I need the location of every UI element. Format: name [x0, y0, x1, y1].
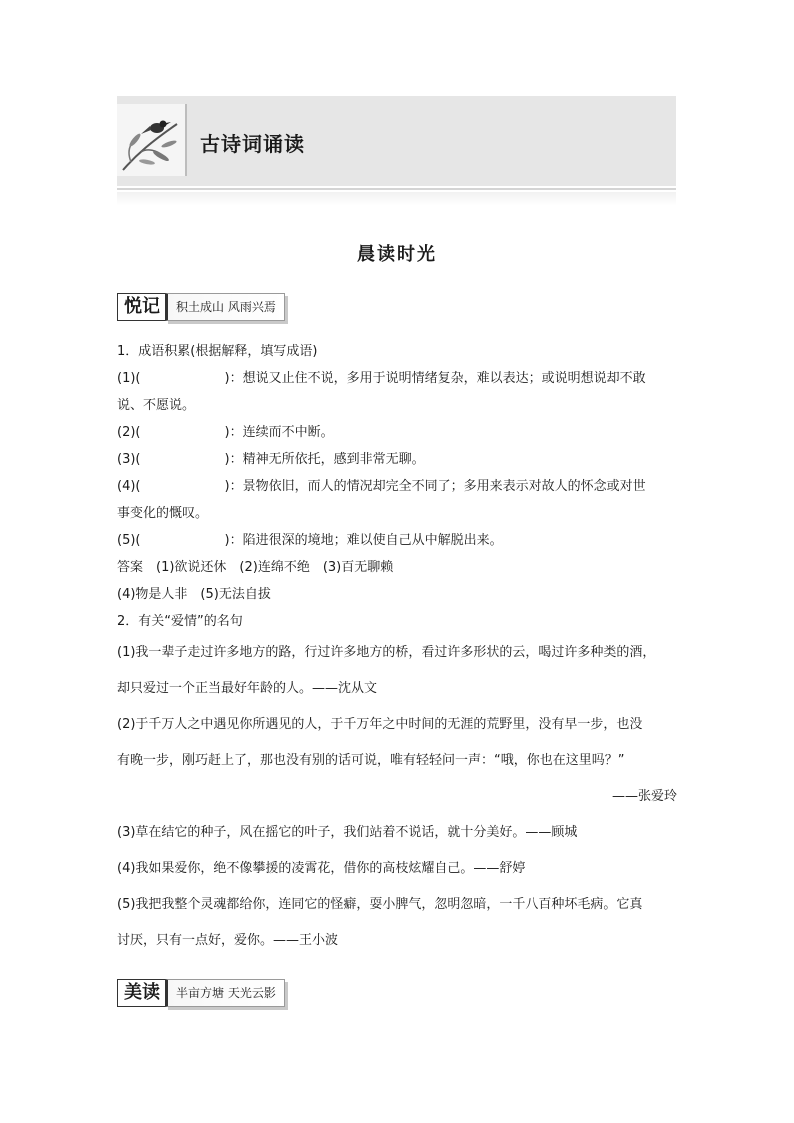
tag-meidu-sub: 半亩方塘 天光云影 [165, 979, 285, 1007]
q1-answer-line-1: 答案 (1)欲说还休 (2)连绵不绝 (3)百无聊赖 [117, 560, 394, 575]
quote-2-author: ——张爱玲 [611, 789, 677, 804]
q1-item-5-num: (5)( [117, 533, 141, 548]
q1-heading: 1．成语积累(根据解释，填写成语) [117, 344, 318, 359]
quote-3: (3)草在结它的种子，风在摇它的叶子，我们站着不说话，就十分美好。——顾城 [117, 825, 578, 840]
tag-yueji [117, 292, 285, 322]
tag-yueji-main: 悦记 [117, 293, 165, 321]
section-title: 晨读时光 [357, 244, 437, 265]
q1-item-5 [117, 527, 677, 554]
banner-title: 古诗词诵读 [200, 132, 305, 156]
quote-5-line-2: 讨厌，只有一点好，爱你。——王小波 [117, 933, 339, 948]
quote-4: (4)我如果爱你，绝不像攀援的凌霄花，借你的高枝炫耀自己。——舒婷 [117, 861, 526, 876]
q1-item-2-text: )：连续而不中断。 [224, 425, 334, 440]
banner-divider [117, 188, 676, 190]
bird-on-branch-icon [117, 104, 185, 176]
q1-item-4-num: (4)( [117, 479, 141, 494]
q2-heading: 2．有关“爱情”的名句 [117, 614, 243, 629]
quote-2-line-1: (2)于千万人之中遇见你所遇见的人，于千万年之中时间的无涯的荒野里，没有早一步，也没 [117, 717, 643, 732]
tag-meidu-main: 美读 [117, 979, 165, 1007]
q1-item-1-num: (1)( [117, 371, 141, 386]
tag-yueji-sub: 积土成山 风雨兴焉 [165, 293, 285, 321]
quote-1-line-1: (1)我一辈子走过许多地方的路，行过许多地方的桥，看过许多形状的云，喝过许多种类的酒， [117, 645, 656, 660]
q1-item-3 [117, 446, 677, 473]
q1-item-1 [117, 365, 677, 392]
banner-logo [117, 104, 187, 176]
tag-meidu [117, 978, 285, 1008]
q1-item-4 [117, 473, 677, 500]
q1-item-5-text: )：陷进很深的境地；难以使自己从中解脱出来。 [224, 533, 503, 548]
q1-item-3-num: (3)( [117, 452, 141, 467]
q1-item-2 [117, 419, 677, 446]
q1-item-1-cont: 说、不愿说。 [117, 398, 196, 413]
q1-item-3-text: )：精神无所依托，感到非常无聊。 [224, 452, 425, 467]
q1-item-4-text: )：景物依旧，而人的情况却完全不同了；多用来表示对故人的怀念或对世 [224, 479, 646, 494]
q1-item-4-cont: 事变化的慨叹。 [117, 506, 209, 521]
q1-item-1-text: )：想说又止住不说，多用于说明情绪复杂，难以表达；或说明想说却不敢 [224, 371, 646, 386]
quote-1-line-2: 却只爱过一个正当最好年龄的人。——沈从文 [117, 681, 378, 696]
q1-answer-line-2: (4)物是人非 (5)无法自拔 [117, 587, 271, 602]
quote-5-line-1: (5)我把我整个灵魂都给你，连同它的怪癖，耍小脾气，忽明忽暗，一千八百种坏毛病。它真 [117, 897, 643, 912]
quote-2-line-2: 有晚一步，刚巧赶上了，那也没有别的话可说，唯有轻轻问一声：“哦，你也在这里吗？” [117, 753, 625, 768]
q1-item-2-num: (2)( [117, 425, 141, 440]
banner-shadow [117, 192, 676, 206]
